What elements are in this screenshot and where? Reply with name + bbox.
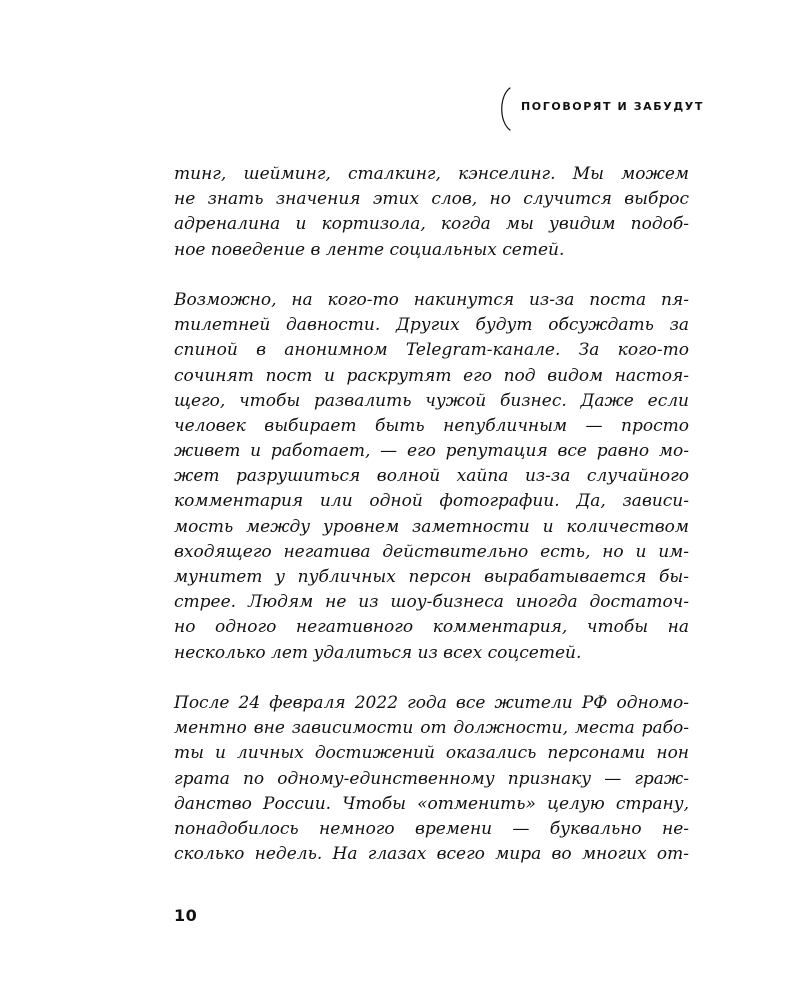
paragraph-2	[174, 288, 689, 666]
text-line: ментно вне зависимости от должности, места рабо-	[174, 718, 689, 739]
text-line: грата по одному-единственному признаку — граж-	[174, 768, 689, 789]
text-line: мость между уровнем заметности и количеством	[174, 516, 689, 537]
text-line: жет разрушиться волной хайпа из-за случайного	[174, 466, 689, 487]
text-line: живет и работает, — его репутация все равно мо-	[174, 441, 689, 462]
text-line: тинг, шейминг, сталкинг, кэнселинг. Мы можем	[174, 164, 689, 184]
text-line: мунитет у публичных персон вырабатывается бы-	[174, 567, 689, 587]
text-line: адреналина и кортизола, когда мы увидим подоб-	[174, 214, 689, 235]
text-line: понадобилось немного времени — буквально не-	[174, 818, 689, 839]
text-line: но одного негативного комментария, чтобы на	[174, 617, 689, 638]
text-line: входящего негатива действительно есть, но и им-	[174, 541, 689, 562]
text-line: ное поведение в ленте социальных сетей.	[174, 239, 565, 260]
paragraph-3	[174, 691, 689, 867]
paragraph-spacer	[174, 666, 689, 691]
text-line: спиной в анонимном Telegram-канале. За кого-то	[174, 340, 689, 361]
text-line: ты и личных достижений оказались персонами нон	[174, 743, 689, 764]
text-line: не знать значения этих слов, но случится выброс	[174, 189, 689, 210]
text-line: человек выбирает быть непубличным — просто	[174, 415, 689, 436]
text-line: сколько недель. На глазах всего мира во многих от-	[174, 844, 689, 865]
paragraph-1	[174, 162, 689, 263]
text-line: несколько лет удалиться из всех соцсетей.	[174, 642, 582, 663]
bracket-ornament-icon	[496, 86, 516, 132]
text-line: тилетней давности. Других будут обсуждать за	[174, 315, 689, 336]
running-head-title: ПОГОВОРЯТ И ЗАБУДУТ	[521, 100, 704, 113]
body-text	[174, 162, 689, 867]
page-number: 10	[174, 906, 198, 925]
text-line: стрее. Людям не из шоу-бизнеса иногда достаточ-	[174, 592, 689, 613]
paragraph-spacer	[174, 263, 689, 288]
text-line: сочинят пост и раскрутят его под видом настоя-	[174, 365, 689, 386]
text-line: Возможно, на кого-то накинутся из-за поста пя-	[174, 289, 689, 310]
text-line: комментария или одной фотографии. Да, зависи-	[174, 491, 689, 512]
text-line: щего, чтобы развалить чужой бизнес. Даже если	[174, 390, 689, 411]
running-head	[496, 86, 704, 132]
text-line: После 24 февраля 2022 года все жители РФ одномо-	[174, 692, 689, 713]
text-line: данство России. Чтобы «отменить» целую страну,	[174, 793, 689, 814]
